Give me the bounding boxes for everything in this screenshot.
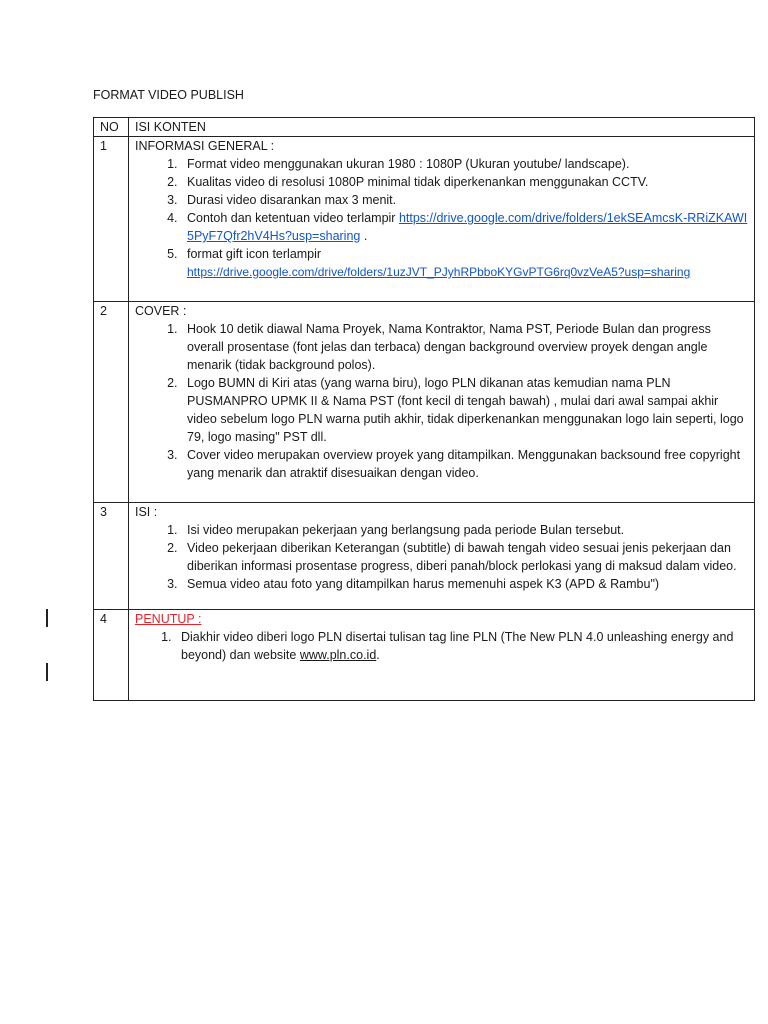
row-number: 3 [94, 503, 129, 610]
item-list [135, 155, 748, 281]
list-item-text: Diakhir video diberi logo PLN disertai tulisan tag line PLN (The New PLN 4.0 unleashing energy and beyond) dan website [181, 630, 734, 662]
section-heading: ISI : [135, 505, 158, 519]
table-row-2 [94, 302, 755, 503]
item-list [135, 320, 748, 482]
drive-link-gift-icon[interactable]: https://drive.google.com/drive/folders/1uzJVT_PJyhRPbboKYGvPTG6rq0vzVeA5?usp=sharing [187, 265, 691, 279]
content-table [93, 117, 755, 701]
list-item [181, 209, 748, 245]
header-content: ISI KONTEN [129, 118, 755, 137]
list-item-text: 5. format gift icon terlampir [187, 247, 322, 261]
table-row-1 [94, 137, 755, 302]
list-item: 3. Cover video merupakan overview proyek yang ditampilkan. Menggunakan backsound free copyright yang menarik dan atraktif disesuaikan dengan video. [181, 446, 748, 482]
section-heading: COVER : [135, 304, 187, 318]
text-cursor-mark [46, 609, 48, 627]
table-row-3 [94, 503, 755, 610]
list-item [175, 628, 748, 664]
list-item-suffix: . [360, 229, 368, 243]
list-item: 3. Semua video atau foto yang ditampilkan harus memenuhi aspek K3 (APD & Rambu") [181, 575, 748, 593]
list-item: 1. Isi video merupakan pekerjaan yang berlangsung pada periode Bulan tersebut. [181, 521, 748, 539]
table-header-row [94, 118, 755, 137]
row-content [129, 302, 755, 503]
text-cursor-mark [46, 663, 48, 681]
row-number: 4 [94, 610, 129, 701]
list-item: 2. Kualitas video di resolusi 1080P minimal tidak diperkenankan menggunakan CCTV. [181, 173, 748, 191]
document-title: FORMAT VIDEO PUBLISH [93, 88, 244, 102]
row-content [129, 503, 755, 610]
list-item: 2. Logo BUMN di Kiri atas (yang warna biru), logo PLN dikanan atas kemudian nama PLN PUSMANPRO UPMK II & Nama PST (font kecil di tengah bawah) , mulai dari awal sampai akhir video sebelum logo PLN warna putih akhir, tidak diperkenankan menggunakan logo lain seperti, logo 79, logo masing" PST dll. [181, 374, 748, 446]
drive-link-video-examples[interactable]: https://drive.google.com/drive/folders/1ekSEAmcsK-RRiZKAWI5PyF7Qfr2hV4Hs?usp=sharing [187, 211, 748, 243]
list-item [181, 245, 748, 281]
list-item: 3. Durasi video disarankan max 3 menit. [181, 191, 748, 209]
row-content [129, 610, 755, 701]
header-no: NO [94, 118, 129, 137]
list-item: 1. Format video menggunakan ukuran 1980 : 1080P (Ukuran youtube/ landscape). [181, 155, 748, 173]
list-item: 1. Hook 10 detik diawal Nama Proyek, Nama Kontraktor, Nama PST, Periode Bulan dan progress overall prosentase (font jelas dan terbaca) dengan background overview proyek dengan angle menarik (tidak background polos). [181, 320, 748, 374]
list-item: 2. Video pekerjaan diberikan Keterangan (subtitle) di bawah tengah video sesuai jenis pekerjaan dan diberikan informasi prosentase progress, diberi panah/block perlokasi yang di maksud dalam video. [181, 539, 748, 575]
list-item-suffix: . [376, 648, 380, 662]
section-heading: PENUTUP : [135, 612, 202, 626]
row-number: 1 [94, 137, 129, 302]
item-list [135, 628, 748, 664]
table-row-4 [94, 610, 755, 701]
item-list [135, 521, 748, 593]
section-heading: INFORMASI GENERAL : [135, 139, 275, 153]
list-item-text: Contoh dan ketentuan video terlampir [187, 211, 399, 225]
row-content [129, 137, 755, 302]
row-number: 2 [94, 302, 129, 503]
website-link[interactable]: www.pln.co.id [299, 648, 377, 662]
